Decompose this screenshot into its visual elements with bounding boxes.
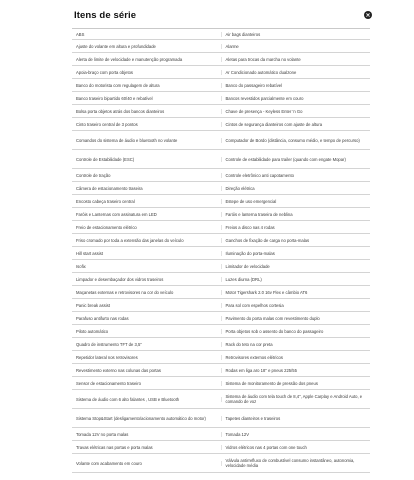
- feature-cell-right: Direção elétrica: [225, 185, 255, 191]
- table-row: [72, 118, 370, 131]
- table-row: [72, 312, 370, 325]
- table-row: [72, 150, 370, 169]
- table-row: [72, 131, 370, 150]
- table-row: [72, 79, 370, 92]
- feature-cell-right: Sistema de áudio com tela touch de 8,4'', Apple Carplay e Android Auto, e comando de voz: [225, 394, 363, 404]
- feature-cell-left: Limpador e desembaçador dos vidros traseiros: [72, 277, 222, 282]
- feature-cell-right: Estepe de uso emergencial: [225, 198, 277, 204]
- feature-cell-right: Banco do passageiro rebatível: [225, 82, 283, 88]
- table-row: [72, 105, 370, 118]
- feature-cell-right: Freios a disco nas 4 rodas: [225, 224, 275, 230]
- feature-cell-left: Panic break assist: [72, 303, 222, 308]
- table-row: [72, 428, 370, 441]
- feature-cell-left: Bolsa porta objetos atrás dos bancos dianteiros: [72, 109, 222, 114]
- feature-cell-left: Maçanetas externas e retrovisores na cor do veículo: [72, 290, 222, 295]
- table-row: [72, 286, 370, 299]
- feature-cell-right: Faróis e lanterna traseira de neblina: [225, 211, 293, 217]
- table-row: [72, 182, 370, 195]
- feature-cell-left: Banco do motorista com regulagem de altura: [72, 83, 222, 88]
- feature-cell-right: Aletas para trocas da marcha no volante: [225, 56, 301, 62]
- table-row: [72, 92, 370, 105]
- spec-panel: [62, 0, 374, 480]
- table-row: [72, 208, 370, 221]
- feature-cell-right: Limitador de velocidade: [225, 263, 270, 269]
- feature-cell-left: Banco traseiro bipartido 60/40 e rebatível: [72, 96, 222, 101]
- table-row: [72, 299, 370, 312]
- table-row: [72, 53, 370, 66]
- feature-cell-left: Apoia-braço com porta objetos: [72, 70, 222, 75]
- feature-cell-left: Quadro de instrumento TFT de 3,5'': [72, 342, 222, 347]
- feature-cell-right: Computador de Bordo (distância, consumo médio, e tempo de percurso): [225, 137, 360, 143]
- feature-cell-left: Hill start assist: [72, 251, 222, 256]
- feature-cell-right: Motor Tigershark 2.0 16v Flex e câmbio AT6: [225, 289, 308, 295]
- feature-cell-right: Válvula antirrefluxo de combustível consumo instantâneo, autonomia, velocidade média: [225, 458, 355, 468]
- feature-cell-left: Repetidor lateral nos retrovisores: [72, 355, 222, 360]
- feature-cell-right: Cintos de segurança dianteiros com ajuste de altura: [225, 121, 323, 127]
- feature-cell-left: Controle de tração: [72, 173, 222, 178]
- feature-cell-left: Parafuso antifurto nas rodas: [72, 316, 222, 321]
- feature-cell-right: Bancos revestidos parcialmente em couro: [225, 95, 304, 101]
- feature-cell-right: Controle eletrônico anti capotamento: [225, 172, 294, 178]
- feature-cell-right: Tomada 12V: [225, 431, 250, 437]
- feature-cell-left: Controle de Estabilidade (ESC): [72, 157, 222, 162]
- feature-cell-right: Pavimento do porta malas com revestimento duplo: [225, 315, 320, 321]
- table-row: [72, 338, 370, 351]
- table-row: [72, 169, 370, 182]
- feature-cell-left: Alerta de limite de velocidade e manutenção programada: [72, 57, 222, 62]
- table-row: [72, 40, 370, 53]
- feature-cell-right: Iluminação do porta-malas: [225, 250, 275, 256]
- table-row: [72, 29, 370, 40]
- feature-cell-left: Revestimento externo nas colunas das portas: [72, 368, 222, 373]
- table-row: [72, 195, 370, 208]
- feature-cell-right: Alarme: [225, 43, 239, 49]
- feature-cell-right: Chave de presença - Keyless Enter 'n Go: [225, 108, 303, 114]
- table-row: [72, 364, 370, 377]
- page-title: Itens de série: [74, 10, 137, 21]
- feature-cell-left: Friso cromado por toda a extensão das janelas do veículo: [72, 238, 222, 243]
- feature-cell-left: Piloto automático: [72, 329, 222, 334]
- feature-cell-right: Luzes diurna (DRL): [225, 276, 262, 282]
- feature-cell-right: Tapetes dianteiros e traseiros: [225, 415, 281, 421]
- close-icon[interactable]: [364, 11, 372, 19]
- feature-cell-left: Travas elétricas nas portas e porta malas: [72, 445, 222, 450]
- feature-cell-left: Encosto cabeça traseiro central: [72, 199, 222, 204]
- feature-cell-left: Sensor de estacionamento traseiro: [72, 381, 222, 386]
- feature-cell-left: Isofix: [72, 264, 222, 269]
- feature-cell-left: Sistema Stop&Start (desligamento/acionamento automático do motor): [72, 416, 222, 421]
- table-row: [72, 234, 370, 247]
- feature-cell-right: Porta objetos sob o assento do banco do passageiro: [225, 328, 324, 334]
- table-row: [72, 409, 370, 428]
- feature-cell-right: Rodas em liga aro 18'' e pneus 225/55: [225, 367, 297, 373]
- table-row: [72, 260, 370, 273]
- feature-cell-left: Freio de estacionamento elétrico: [72, 225, 222, 230]
- feature-cell-left: Cinto traseiro central de 3 pontos: [72, 122, 222, 127]
- table-row: [72, 351, 370, 364]
- feature-cell-left: Ajuste do volante em altura e profundidade: [72, 44, 222, 49]
- table-row: [72, 273, 370, 286]
- table-row: [72, 377, 370, 390]
- feature-cell-right: Rack do teto na cor preta: [225, 341, 273, 347]
- feature-cell-left: ABS: [72, 32, 222, 37]
- features-table: [72, 28, 370, 473]
- table-row: [72, 390, 370, 409]
- table-row: [72, 66, 370, 79]
- panel-header: [74, 10, 372, 24]
- feature-cell-right: Para sol com espelhos cortesia: [225, 302, 284, 308]
- feature-cell-left: Faróis e Lanternas com assinatura em LED: [72, 212, 222, 217]
- feature-cell-right: Vidros elétricos nas 4 portas com one touch: [225, 444, 307, 450]
- feature-cell-right: Controle de estabilidade para trailer (quando com engate Mopar): [225, 156, 346, 162]
- table-row: [72, 221, 370, 234]
- feature-cell-right: Air bags dianteiros: [225, 31, 261, 37]
- table-row: [72, 454, 370, 473]
- feature-cell-left: Tomada 12V no porta malas: [72, 432, 222, 437]
- table-row: [72, 325, 370, 338]
- feature-cell-left: Comandos do sistema de áudio e bluetooth no volante: [72, 138, 222, 143]
- table-row: [72, 247, 370, 260]
- feature-cell-right: Retrovisores externos elétricos: [225, 354, 283, 360]
- feature-cell-left: Câmera de estacionamento traseira: [72, 186, 222, 191]
- feature-cell-right: Sistema de monitoramento de pressão dos pneus: [225, 380, 318, 386]
- feature-cell-left: Volante com acabamento em couro: [72, 461, 222, 466]
- table-row: [72, 441, 370, 454]
- feature-cell-left: Sistema de áudio com 6 alto falantes , USB e Bluetooth: [72, 397, 222, 402]
- feature-cell-right: Ganchos de fixação de carga no porta-malas: [225, 237, 310, 243]
- feature-cell-right: Ar Condicionado automático dualzone: [225, 69, 297, 75]
